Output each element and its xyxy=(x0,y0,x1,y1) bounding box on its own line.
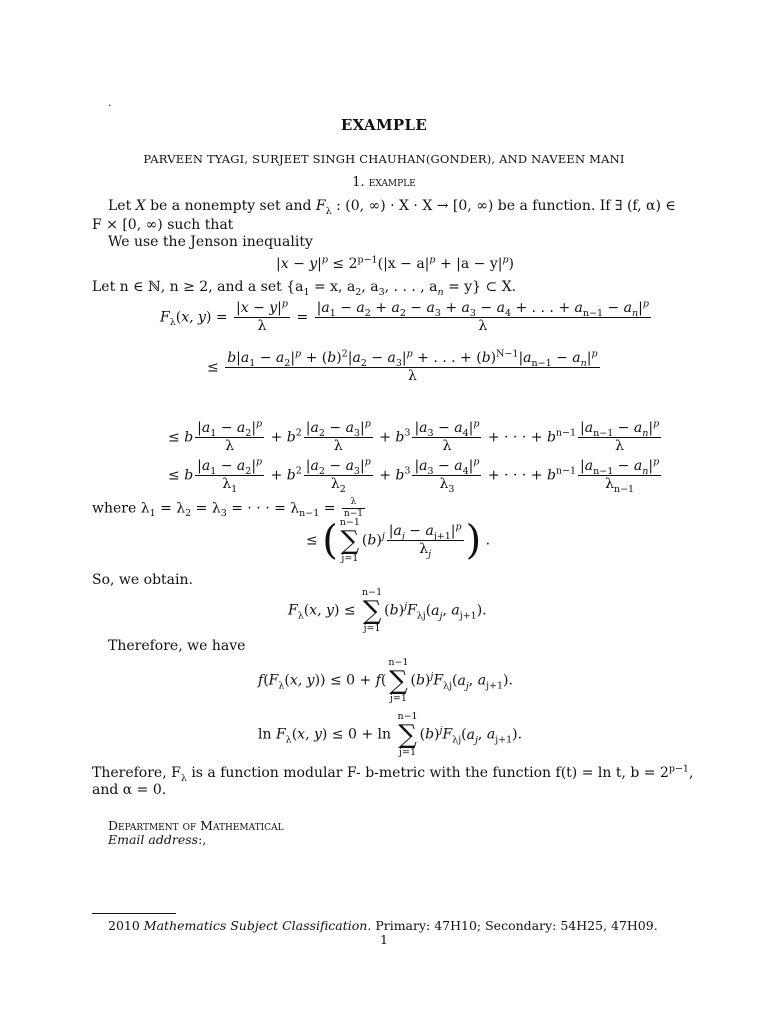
text: :, xyxy=(198,832,207,847)
text: λ xyxy=(325,205,332,217)
equation-7: $f(F_\lambda(x$, y)) ≤ 0 + f( n−1 ∑ j=1 $(b)^jF_{\lambda j}(a_j$, $a_{j+1}$). xyxy=(258,657,513,704)
equation-8: $\ln F_\lambda(x$, y) ≤ 0 + ln n−1 ∑ j=1 $(b)^jF_{\lambda j}(a_j$, $a_{j+1}$). xyxy=(258,711,523,758)
page-number: 1 xyxy=(380,932,388,947)
equation-6: $F_\lambda(x$, y) ≤ n−1 ∑ j=1 $(b)^jF_{\lambda j}(a_j$, $a_{j+1}$). xyxy=(288,587,487,634)
intro-line-2: F × [0, ∞) such that xyxy=(92,217,234,233)
email-line xyxy=(108,832,206,847)
text: F xyxy=(315,198,326,214)
text: = y} ⊂ X. xyxy=(448,279,517,295)
text: = xyxy=(323,500,336,517)
paper-title: EXAMPLE xyxy=(340,116,428,134)
text: X xyxy=(135,198,146,214)
text: , a xyxy=(361,279,379,295)
section-heading xyxy=(0,175,768,190)
section-number: 1. xyxy=(352,175,365,190)
text: = · · · = λ xyxy=(231,500,300,517)
where-line: where $\lambda_1 = \lambda_2 = \lambda_3$ = · · · = $\lambda_{n-1}$ = $\frac{\lambda}{n-1}$ xyxy=(92,497,363,520)
equation-3: ≤ b $\frac{|a_1 - a_2|^p}{\lambda}$ + $b^2$ $\frac{|a_2 - a_3|^p}{\lambda}$ + $b^3$ $\frac{|a_3 - a_4|^p}{\lambda}$ + · · · + $b^{n-1}$ $\frac{|a_{n-1} - a_n|^p}{\lambda}$ xyxy=(168,418,660,454)
authors: PARVEEN TYAGI, SURJEET SINGH CHAUHAN(GONDER), AND NAVEEN MANI xyxy=(143,152,625,166)
let-n-line: Let n ∈ ℕ, n ≥ 2, and a set {$a_1 = x$, $a_2$, $a_3$, . . . , $a_n = y$} ⊂ X. xyxy=(92,279,517,298)
text: Primary: 47H10; Secondary: 54H25, 47H09. xyxy=(375,918,658,933)
text: 2010 xyxy=(108,918,140,933)
intro-line-1 xyxy=(108,198,676,217)
text: ≤ 2 xyxy=(332,256,358,272)
therefore-line-2: Therefore, $F_\lambda$ is a function modular F- b-metric with the function f(t) = ln t, $b = 2^{p-1}$, xyxy=(92,763,694,784)
text: where λ xyxy=(92,500,150,517)
text: is a function modular F- b-metric with the function f(t) = ln t, b = 2 xyxy=(191,765,669,781)
email-label: Email address xyxy=(108,832,199,847)
equation-5: ≤ ( n−1 ∑ j=1 $(b)^j$ $\frac{|a_j - a_{j+1}|^p}{\lambda_j}$ ) . xyxy=(306,517,491,564)
text: + |a − y| xyxy=(439,256,503,272)
text: Mathematics Subject Classification. xyxy=(143,918,372,933)
text: |x − y| xyxy=(276,256,322,272)
text: : (0, ∞) · X · X → [0, ∞) be a function. If ∃ (f, α) ∈ xyxy=(336,198,676,214)
text: be a nonempty set and xyxy=(150,198,312,214)
equation-4: ≤ b $\frac{|a_1 - a_2|^p}{\lambda_1}$ + $b^2$ $\frac{|a_2 - a_3|^p}{\lambda_2}$ + $b^3$ $\frac{|a_3 - a_4|^p}{\lambda_3}$ + · · · + $b^{n-1}$ $\frac{|a_{n-1} - a_n|^p}{\lambda_{n-1}}$ xyxy=(168,456,660,495)
therefore-line-1: Therefore, we have xyxy=(108,638,246,654)
text: = x, a xyxy=(313,279,356,295)
so-line: So, we obtain. xyxy=(92,572,193,588)
text: Let xyxy=(108,198,132,214)
text: (|x − a| xyxy=(377,256,430,272)
text: Therefore, F xyxy=(92,765,181,781)
text: , xyxy=(688,765,694,781)
text: = λ xyxy=(160,500,186,517)
section-title: example xyxy=(368,175,416,190)
department: Department of Mathematical xyxy=(108,818,284,833)
text: Let n ∈ ℕ, n ≥ 2, and a set {a xyxy=(92,279,304,295)
equation-1: $F_\lambda(x$, y) = $\frac{|x - y|^p}{\lambda}$ = $\frac{|a_1 - a_2 + a_2 - a_3 + a_3 - a_4 + . . . + a_{n-1} - a_n|^p}{\lambda}$ xyxy=(160,298,649,334)
jenson-formula: $|x - y|^p \le 2^{p-1}(|x - a|^p + |a - y|^p)$ xyxy=(276,254,515,272)
jenson-line: We use the Jenson inequality xyxy=(108,234,313,250)
footnote-rule xyxy=(92,913,176,914)
equation-2: ≤ $\frac{b|a_1 - a_2|^p + (b)^2|a_2 - a_3|^p + . . . + (b)^{N-1}|a_{n-1} - a_n|^p}{\lambda}$ xyxy=(207,348,598,384)
msc-footnote xyxy=(108,918,658,933)
alpha-line: and α = 0. xyxy=(92,782,167,798)
header-dot: . xyxy=(108,96,112,109)
text: , . . . , a xyxy=(384,279,438,295)
text: = λ xyxy=(195,500,221,517)
